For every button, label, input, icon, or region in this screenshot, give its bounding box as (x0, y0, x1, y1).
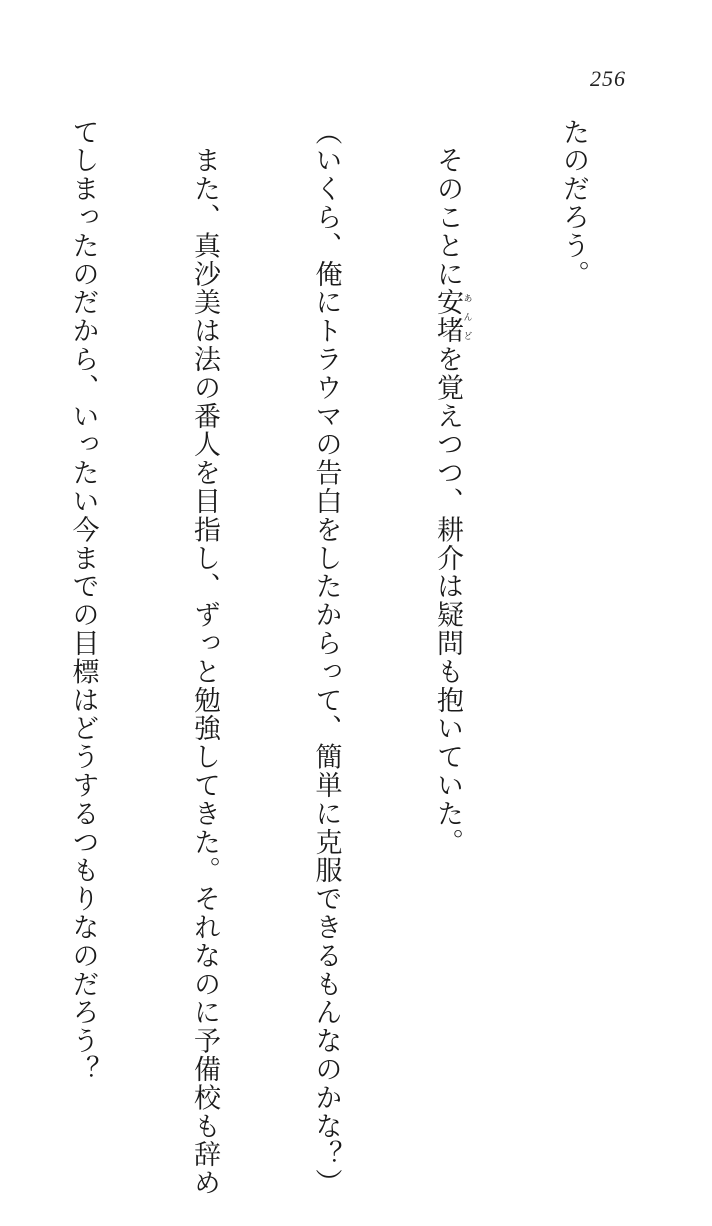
page-number: 256 (590, 66, 626, 91)
text-line-4: また、真沙美は法の番人を目指し、ずっと勉強してきた。それなのに予備校も辞め (189, 118, 220, 1198)
vertical-text-body (0, 118, 674, 1198)
text-line-3: （いくら、俺にトラウマの告白をしたからって、簡単に克服できるもんなのかな？） (310, 118, 342, 1198)
ruby-base: 安堵 (432, 288, 463, 346)
ruby-reading: あんど (461, 288, 472, 346)
text-line-2-after: を覚えつつ、耕介は疑問も抱いていた。 (432, 345, 463, 857)
ruby-annotation (432, 288, 472, 346)
text-line-2 (427, 118, 472, 1018)
text-line-1: たのだろう。 (558, 118, 589, 289)
text-line-2-before: そのことに (432, 118, 463, 289)
text-line-5: てしまったのだから、いったい今までの目標はどうするつもりなのだろう？ (67, 118, 99, 1084)
